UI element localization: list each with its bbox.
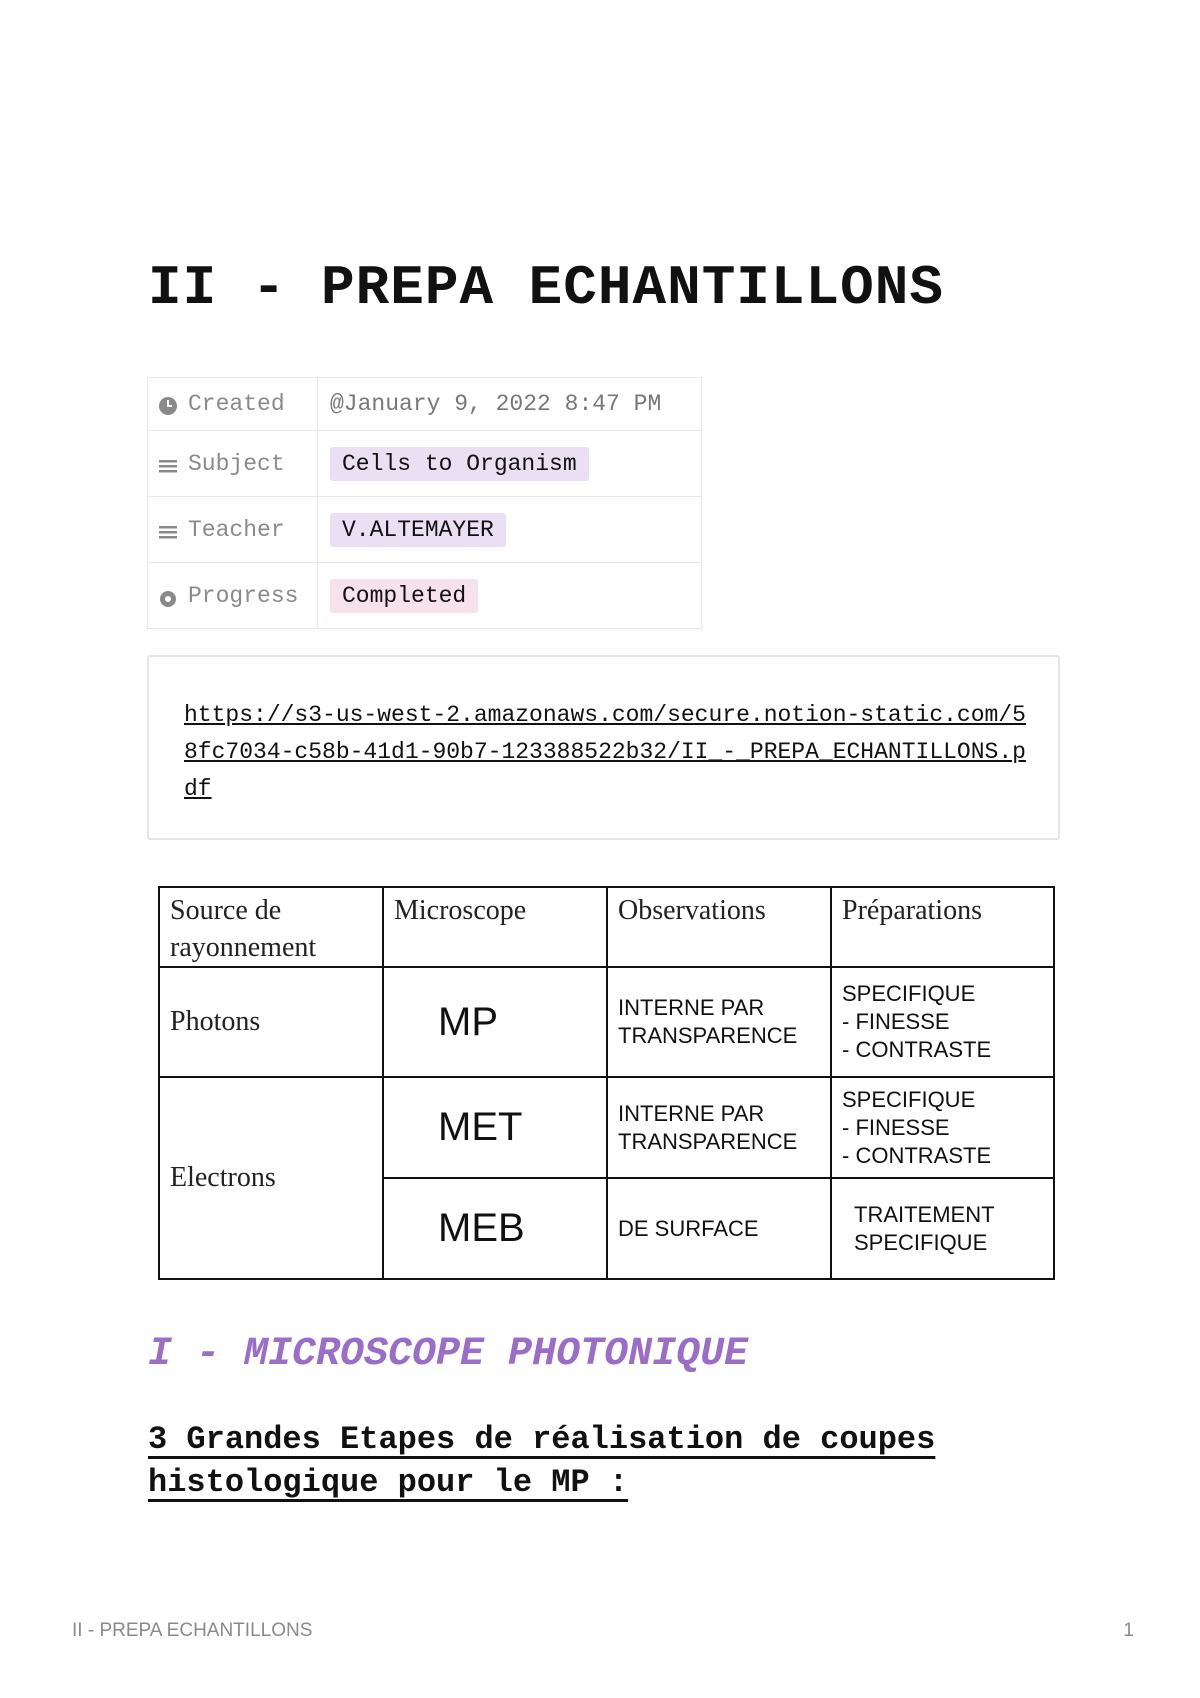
observations-cell: INTERNE PAR TRANSPARENCE bbox=[607, 1077, 831, 1178]
subject-tag[interactable]: Cells to Organism bbox=[330, 447, 589, 481]
microscope-cell: MEB bbox=[383, 1178, 607, 1279]
header-preparations: Préparations bbox=[831, 887, 1054, 967]
microscope-cell: MET bbox=[383, 1077, 607, 1178]
list-icon bbox=[158, 456, 178, 476]
preparations-cell: SPECIFIQUE - FINESSE - CONTRASTE bbox=[831, 1077, 1054, 1178]
file-link-block bbox=[147, 655, 1060, 840]
table-row bbox=[159, 967, 1054, 1077]
header-source: Source de rayonnement bbox=[159, 887, 383, 967]
preparations-cell: TRAITEMENT SPECIFIQUE bbox=[831, 1178, 1054, 1279]
teacher-tag[interactable]: V.ALTEMAYER bbox=[330, 513, 506, 547]
progress-tag[interactable]: Completed bbox=[330, 579, 478, 613]
status-icon bbox=[158, 588, 178, 608]
source-cell: Electrons bbox=[159, 1077, 383, 1279]
property-row-teacher bbox=[148, 497, 702, 563]
preparations-cell: SPECIFIQUE - FINESSE - CONTRASTE bbox=[831, 967, 1054, 1077]
page-number: 1 bbox=[1123, 1620, 1134, 1641]
property-row-created bbox=[148, 378, 702, 431]
clock-icon bbox=[158, 396, 178, 416]
page-title: II - PREPA ECHANTILLONS bbox=[148, 256, 944, 320]
source-cell: Photons bbox=[159, 967, 383, 1077]
property-row-progress bbox=[148, 563, 702, 629]
table-header-row bbox=[159, 887, 1054, 967]
property-label-teacher: Teacher bbox=[188, 516, 285, 543]
property-label-subject: Subject bbox=[188, 450, 285, 477]
section-subheading bbox=[148, 1418, 1053, 1504]
observations-cell: INTERNE PAR TRANSPARENCE bbox=[607, 967, 831, 1077]
section-heading: I - MICROSCOPE PHOTONIQUE bbox=[148, 1332, 749, 1377]
header-microscope: Microscope bbox=[383, 887, 607, 967]
created-date-value: @January 9, 2022 8:47 PM bbox=[330, 391, 662, 417]
list-icon bbox=[158, 522, 178, 542]
pdf-file-link[interactable]: https://s3-us-west-2.amazonaws.com/secure.notion-static.com/58fc7034-c58b-41d1-90b7-123388522b32/II_-_PREPA_ECHANTILLONS.pdf bbox=[184, 702, 1026, 802]
subheading-text: 3 Grandes Etapes de réalisation de coupes histologique pour le MP : bbox=[148, 1421, 936, 1501]
header-observations: Observations bbox=[607, 887, 831, 967]
property-row-subject bbox=[148, 431, 702, 497]
microscope-comparison-table bbox=[158, 886, 1055, 1280]
properties-table bbox=[147, 377, 702, 629]
footer-title: II - PREPA ECHANTILLONS bbox=[72, 1620, 313, 1641]
property-label-created: Created bbox=[188, 391, 285, 417]
table-row bbox=[159, 1077, 1054, 1178]
observations-cell: DE SURFACE bbox=[607, 1178, 831, 1279]
property-label-progress: Progress bbox=[188, 582, 299, 609]
microscope-cell: MP bbox=[383, 967, 607, 1077]
